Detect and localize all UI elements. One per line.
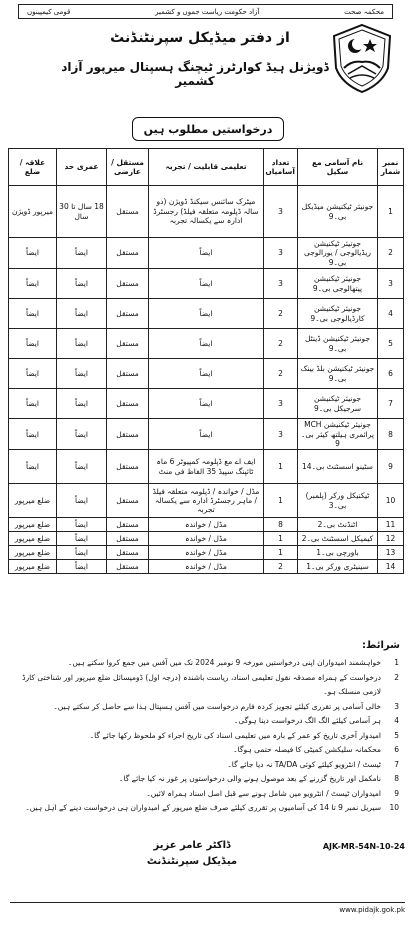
table-cell: 14 (378, 560, 404, 574)
terms-heading: شرائط: (362, 640, 400, 651)
table-cell: مستقل (107, 389, 149, 419)
col-header-area: علاقہ / ضلع (9, 149, 57, 186)
table-cell: 1 (264, 532, 298, 546)
table-cell: 2 (264, 299, 298, 329)
term-number: 8 (394, 774, 399, 783)
table-cell: 3 (264, 269, 298, 299)
table-cell: 3 (264, 186, 298, 238)
table-cell: ایضاً (57, 560, 107, 574)
hospital-title: ڈویژنل ہیڈ کوارٹرز ٹیچنگ ہسپتال میرپور آزاد کشمیر (61, 60, 329, 88)
table-cell: 2 (378, 238, 404, 269)
table-cell: 12 (378, 532, 404, 546)
table-cell: ایضاً (149, 269, 264, 299)
table-cell: میٹرک سائنس سیکنڈ ڈویژن (دو سالہ ڈپلومہ متعلقہ فیلڈ) رجسٹرڈ ادارہ سے یکسالہ تجربہ (149, 186, 264, 238)
col-header-age: عمری حد (57, 149, 107, 186)
table-cell: جونیئر ٹیکنیشن ڈینٹل بی۔9 (298, 329, 378, 359)
reference-number: AJK-MR-54N-10-24 (322, 842, 405, 851)
table-cell: مڈل / خواندہ (149, 518, 264, 532)
table-row (9, 518, 404, 532)
table-cell: 2 (264, 560, 298, 574)
table-cell: مستقل (107, 186, 149, 238)
term-text: خواہشمند امیدواران اپنی درخواستیں مورخہ 9 نومبر 2024 تک میں آفس میں جمع کروا سکتے ہیں۔ (67, 658, 381, 667)
term-text: سیریل نمبر 9 تا 14 کی آسامیوں پر تقرری کیلئے صرف ضلع میرپور کے امیدواران ہی درخواست دینے کے اہل ہیں۔ (25, 803, 381, 812)
term-text: نامکمل اور تاریخ گزرنے کے بعد موصول ہونے والی درخواستوں پر غور نہ کیا جائے گا۔ (119, 774, 381, 783)
table-cell: جونیئر ٹیکنیشن بلڈ بینک بی۔9 (298, 359, 378, 389)
table-row (9, 299, 404, 329)
table-cell: ایضاً (9, 269, 57, 299)
table-cell: مڈل / خواندہ / ڈپلومہ متعلقہ فیلڈ / ماہر رجسٹرڈ ادارہ سے یکسالہ تجربہ (149, 484, 264, 518)
table-cell: 3 (378, 269, 404, 299)
table-cell: مستقل (107, 299, 149, 329)
table-cell: ایضاً (57, 518, 107, 532)
term-item (14, 758, 399, 773)
table-cell: ضلع میرپور (9, 484, 57, 518)
signature-block (112, 838, 272, 870)
col-header-serial: نمبر شمار (378, 149, 404, 186)
term-text: محکمانہ سلیکشن کمیٹی کا فیصلہ حتمی ہوگا۔ (233, 745, 381, 754)
table-cell: ایضاً (57, 329, 107, 359)
table-cell: جونیئر ٹیکنیشن پیتھالوجی بی۔9 (298, 269, 378, 299)
table-cell: ایضاً (9, 419, 57, 450)
term-text: ٹیسٹ / انٹرویو کیلئے کوئی TA/DA نہ دیا جائے گا۔ (227, 759, 381, 769)
term-text: امیدواران ٹیسٹ / انٹرویو میں شامل ہونے سے قبل اصل اسناد ہمراہ لائیں۔ (146, 788, 381, 798)
term-number: 2 (394, 672, 399, 682)
government-logo-icon (330, 22, 394, 94)
table-cell: ایضاً (9, 299, 57, 329)
table-cell: مڈل / خواندہ (149, 532, 264, 546)
table-row (9, 238, 404, 269)
term-text: ہر آسامی کیلئے الگ الگ درخواست دینا ہوگی۔ (234, 716, 381, 725)
table-cell: مستقل (107, 532, 149, 546)
table-cell: ایضاً (9, 329, 57, 359)
table-cell: 10 (378, 484, 404, 518)
col-header-qualification: تعلیمی قابلیت / تجربہ (149, 149, 264, 186)
table-cell: کیمیکل اسسٹنٹ بی۔2 (298, 532, 378, 546)
table-cell: 3 (264, 238, 298, 269)
notice-title-text: درخواستیں مطلوب ہیں (143, 122, 273, 136)
table-cell: 4 (378, 299, 404, 329)
table-cell: جونیئر ٹیکنیشن MCH پرائمری ہیلتھ کیئر بی۔9 (298, 419, 378, 450)
table-cell: مستقل (107, 450, 149, 484)
table-cell: 8 (264, 518, 298, 532)
table-cell: ضلع میرپور (9, 532, 57, 546)
table-cell: 2 (264, 329, 298, 359)
table-cell: ایضاً (57, 484, 107, 518)
table-cell: جونیئر ٹیکنیشن ریڈیالوجی / یورالوجی بی۔9 (298, 238, 378, 269)
table-cell: 11 (378, 518, 404, 532)
table-cell: ایضاً (9, 389, 57, 419)
term-text: امیدوار آخری تاریخ کو عمر کے بارہ میں تعلیمی اسناد کی تاریخ اجراء کو ملحوظ رکھا جائے گا۔ (89, 730, 381, 740)
table-cell: مستقل (107, 269, 149, 299)
table-cell: ایضاً (9, 238, 57, 269)
term-number: 6 (394, 745, 399, 754)
table-cell: ایضاً (57, 359, 107, 389)
table-cell: ایضاً (149, 238, 264, 269)
table-cell: 1 (264, 484, 298, 518)
table-cell: سٹینو اسسٹنٹ بی۔14 (298, 450, 378, 484)
col-header-status: مستقل / عارضی (107, 149, 149, 186)
term-item (14, 671, 399, 700)
table-cell: ایضاً (57, 238, 107, 269)
table-cell: 18 سال تا 30 سال (57, 186, 107, 238)
table-cell: ایضاً (149, 419, 264, 450)
table-row (9, 419, 404, 450)
table-cell: مستقل (107, 484, 149, 518)
table-cell: ایضاً (57, 419, 107, 450)
table-cell: ایضاً (57, 269, 107, 299)
table-cell: ایضاً (9, 359, 57, 389)
term-text: خالی آسامی پر تقرری کیلئے تجویز کردہ فارم درخواست میں آفس ہسپتال ہذا سے حاصل کر سکتے ہیں۔ (53, 701, 381, 711)
table-cell: ایضاً (57, 450, 107, 484)
table-row (9, 450, 404, 484)
term-item (14, 801, 399, 816)
table-cell: ایضاً (149, 329, 264, 359)
table-cell: ضلع میرپور (9, 518, 57, 532)
table-cell: مڈل / خواندہ (149, 546, 264, 560)
table-cell: جونیئر ٹیکنیشن سرجیکل بی۔9 (298, 389, 378, 419)
signatory-name: ڈاکٹر عامر عزیز (153, 840, 231, 851)
term-number: 9 (394, 788, 399, 798)
table-header-row (9, 149, 404, 186)
table-cell: 3 (264, 419, 298, 450)
header-strip-right: محکمہ صحت (344, 7, 384, 16)
table-cell: سینیٹری ورکر بی۔1 (298, 560, 378, 574)
table-cell: 1 (264, 546, 298, 560)
table-cell: 1 (264, 450, 298, 484)
table-cell: مستقل (107, 329, 149, 359)
table-cell: مڈل / خواندہ (149, 560, 264, 574)
term-number: 3 (394, 701, 399, 711)
table-cell: 8 (378, 419, 404, 450)
vacancy-table (8, 148, 404, 574)
table-row (9, 359, 404, 389)
term-item (14, 656, 399, 671)
term-number: 7 (394, 759, 399, 769)
table-cell: ایضاً (149, 389, 264, 419)
office-title: از دفتر میڈیکل سپرنٹنڈنٹ (110, 30, 290, 46)
table-cell: ٹیکنیکل ورکر (پلمبر) بی۔3 (298, 484, 378, 518)
table-row (9, 546, 404, 560)
header-strip-left: قومی کیمپینوں (27, 7, 71, 16)
term-item (14, 700, 399, 715)
term-item (14, 772, 399, 787)
table-cell: ایضاً (57, 299, 107, 329)
term-item (14, 787, 399, 802)
table-cell: ایضاً (9, 450, 57, 484)
terms-list (14, 656, 399, 816)
term-item (14, 714, 399, 729)
col-header-count: تعداد آسامیاں (264, 149, 298, 186)
table-cell: ایضاً (57, 532, 107, 546)
table-cell: 1 (378, 186, 404, 238)
term-text: درخواست کے ہمراہ مصدقہ نقول تعلیمی اسناد، ریاست باشندہ (درجہ اول) ڈومیسائل ضلع میرپور اور شناختی کارڈ لازمی منسلک ہو۔ (22, 672, 381, 696)
table-cell: ضلع میرپور (9, 546, 57, 560)
table-cell: مستقل (107, 238, 149, 269)
signatory-designation: میڈیکل سپرنٹنڈنٹ (146, 856, 238, 867)
table-cell: 3 (264, 389, 298, 419)
term-item (14, 743, 399, 758)
term-item (14, 729, 399, 744)
table-cell: ایضاً (57, 389, 107, 419)
table-row (9, 484, 404, 518)
table-cell: مستقل (107, 546, 149, 560)
table-cell: 2 (264, 359, 298, 389)
col-header-post: نام آسامی مع سکیل (298, 149, 378, 186)
table-cell: میرپور ڈویژن (9, 186, 57, 238)
table-cell: ایضاً (57, 546, 107, 560)
term-number: 5 (394, 730, 399, 740)
header-strip (18, 4, 393, 19)
notice-title (132, 117, 284, 141)
bottom-divider (10, 902, 405, 903)
table-cell: باورچی بی۔1 (298, 546, 378, 560)
table-cell: مستقل (107, 560, 149, 574)
header-strip-center: آزاد حکومت ریاست جموں و کشمیر (155, 7, 260, 16)
table-cell: مستقل (107, 359, 149, 389)
table-cell: جونیئر ٹیکنیشن میڈیکل بی۔9 (298, 186, 378, 238)
term-number: 1 (394, 658, 399, 667)
table-row (9, 389, 404, 419)
table-cell: ایضاً (149, 299, 264, 329)
table-row (9, 329, 404, 359)
table-cell: 6 (378, 359, 404, 389)
table-cell: ایف اے مع ڈپلومہ کمپیوٹر 6 ماہ ٹائپنگ سپیڈ 35 الفاظ فی منٹ (149, 450, 264, 484)
table-cell: ضلع میرپور (9, 560, 57, 574)
table-cell: اٹنڈنٹ بی۔2 (298, 518, 378, 532)
table-row (9, 186, 404, 238)
table-cell: 9 (378, 450, 404, 484)
table-row (9, 532, 404, 546)
term-number: 10 (389, 803, 399, 812)
table-row (9, 269, 404, 299)
website-url: www.pidajk.gok.pk (339, 906, 405, 914)
table-cell: ایضاً (149, 359, 264, 389)
table-cell: 7 (378, 389, 404, 419)
table-cell: جونیئر ٹیکنیشن کارڈیالوجی بی۔9 (298, 299, 378, 329)
table-cell: 13 (378, 546, 404, 560)
table-row (9, 560, 404, 574)
table-cell: 5 (378, 329, 404, 359)
table-cell: مستقل (107, 518, 149, 532)
table-cell: مستقل (107, 419, 149, 450)
term-number: 4 (394, 716, 399, 725)
